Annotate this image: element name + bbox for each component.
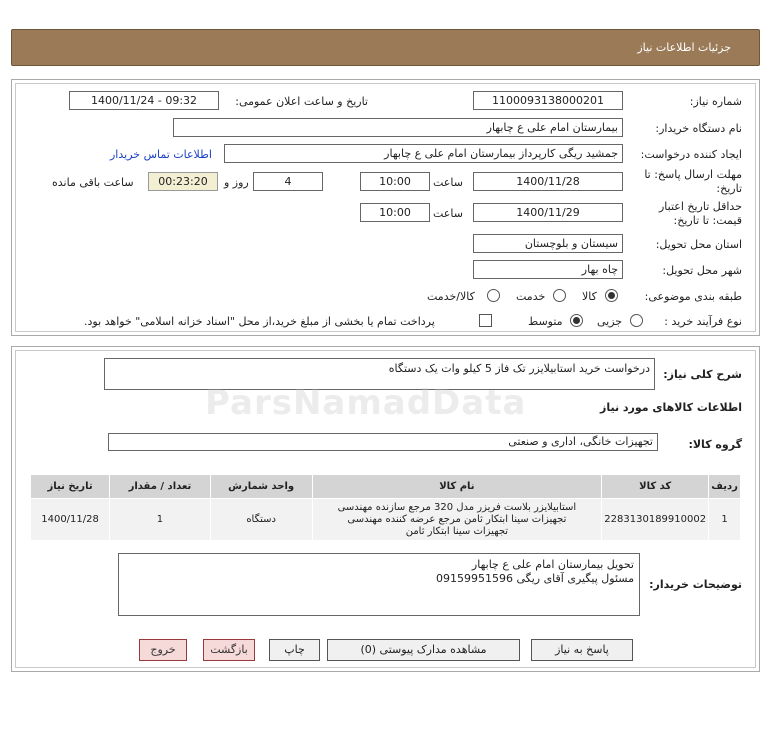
- process-radio-medium[interactable]: [570, 314, 583, 327]
- province-field: سیستان و بلوچستان: [473, 234, 623, 253]
- payment-note: پرداخت تمام یا بخشی از مبلغ خرید،از محل "اسناد خزانه اسلامی" خواهد بود.: [84, 315, 435, 328]
- deadline-label: مهلت ارسال پاسخ: تا: [644, 168, 742, 181]
- cell-need-date: 1400/11/28: [31, 499, 110, 541]
- need-number-field: 1100093138000201: [473, 91, 623, 110]
- page-title: جزئیات اطلاعات نیاز: [637, 41, 731, 54]
- deadline-date-field: 1400/11/28: [473, 172, 623, 191]
- col-unit: واحد شمارش: [210, 475, 312, 499]
- buyer-notes-line-2: مسئول پیگیری آقای ریگی 09159951596: [435, 572, 634, 585]
- buyer-notes-line-1: تحویل بیمارستان امام علی ع چابهار: [471, 558, 634, 571]
- description-label: شرح کلی نیاز:: [663, 368, 742, 381]
- buyer-notes-box: [118, 553, 640, 616]
- col-need-date: تاریخ نیاز: [31, 475, 110, 499]
- category-option-goods-service: کالا/خدمت: [427, 290, 475, 303]
- creator-field: جمشید ریگی کارپرداز بیمارستان امام علی ع چابهار: [224, 144, 623, 163]
- back-button[interactable]: بازگشت: [203, 639, 255, 661]
- province-label: استان محل تحویل:: [655, 238, 742, 251]
- items-table: [30, 474, 741, 541]
- cell-quantity: 1: [110, 499, 211, 541]
- items-table-header: [31, 475, 741, 499]
- need-number-label: شماره نیاز:: [689, 95, 742, 108]
- days-field: 4: [253, 172, 323, 191]
- validity-label-2: قیمت: تا تاریخ:: [673, 214, 742, 227]
- treasury-checkbox[interactable]: [479, 314, 492, 327]
- buyer-notes-label: توضیحات خریدار:: [649, 578, 742, 591]
- goods-group-label: گروه کالا:: [688, 438, 742, 451]
- category-radio-service[interactable]: [553, 289, 566, 302]
- watermark-brand: ParsNamadData: [205, 383, 527, 423]
- process-label: نوع فرآیند خرید :: [664, 315, 742, 328]
- cell-item-name: [312, 499, 602, 541]
- category-option-goods: کالا: [582, 290, 597, 303]
- city-field: چاه بهار: [473, 260, 623, 279]
- cell-item-code: 2283130189910002: [602, 499, 709, 541]
- deadline-time-field: 10:00: [360, 172, 430, 191]
- remaining-label: ساعت باقی مانده: [52, 176, 134, 189]
- buyer-org-field: بیمارستان امام علی ع چابهار: [173, 118, 623, 137]
- col-quantity: تعداد / مقدار: [110, 475, 211, 499]
- exit-button[interactable]: خروج: [139, 639, 187, 661]
- process-option-minor: جزیی: [597, 315, 623, 328]
- item-name-line-2: تجهیزات سینا ابتکار ثامن مرجع عرضه کننده مهندسی: [347, 513, 567, 525]
- col-row: ردیف: [709, 475, 741, 499]
- reply-button[interactable]: پاسخ به نیاز: [531, 639, 633, 661]
- deadline-time-label: ساعت: [433, 176, 463, 189]
- contact-info-link[interactable]: اطلاعات تماس خریدار: [110, 148, 212, 161]
- cell-unit: دستگاه: [210, 499, 312, 541]
- goods-section-title: اطلاعات کالاهای مورد نیاز: [600, 401, 742, 414]
- item-name-line-3: تجهیزات سینا ابتکار ثامن: [405, 525, 509, 537]
- creator-label: ایجاد کننده درخواست:: [640, 148, 742, 161]
- table-row: [31, 499, 741, 541]
- item-name-line-1: استابیلایزر بلاست فریزر مدل 320 مرجع سازنده مهندسی: [337, 501, 577, 513]
- col-item-name: نام کالا: [312, 475, 602, 499]
- buyer-org-label: نام دستگاه خریدار:: [655, 122, 742, 135]
- process-radio-minor[interactable]: [630, 314, 643, 327]
- category-radio-goods[interactable]: [605, 289, 618, 302]
- deadline-label-2: تاریخ:: [716, 182, 742, 195]
- col-item-code: کد کالا: [602, 475, 709, 499]
- goods-group-field: تجهیزات خانگی، اداری و صنعتی: [108, 433, 658, 451]
- city-label: شهر محل تحویل:: [662, 264, 742, 277]
- page-header: [11, 29, 760, 66]
- remaining-time-field: 00:23:20: [148, 172, 218, 191]
- category-label: طبقه بندی موضوعی:: [644, 290, 742, 303]
- days-label: روز و: [224, 176, 249, 189]
- validity-date-field: 1400/11/29: [473, 203, 623, 222]
- announce-field: 1400/11/24 - 09:32: [69, 91, 219, 110]
- process-option-medium: متوسط: [528, 315, 563, 328]
- announce-label: تاریخ و ساعت اعلان عمومی:: [235, 95, 368, 108]
- category-option-service: خدمت: [516, 290, 546, 303]
- description-box: [104, 358, 655, 390]
- validity-time-field: 10:00: [360, 203, 430, 222]
- view-documents-button[interactable]: مشاهده مدارک پیوستی (0): [327, 639, 520, 661]
- validity-time-label: ساعت: [433, 207, 463, 220]
- validity-label: حداقل تاریخ اعتبار: [658, 200, 742, 213]
- print-button[interactable]: چاپ: [269, 639, 320, 661]
- category-radio-goods-service[interactable]: [487, 289, 500, 302]
- cell-row: 1: [709, 499, 741, 541]
- description-text: درخواست خرید استابیلایزر تک فاز 5 کیلو وات یک دستگاه: [388, 362, 650, 375]
